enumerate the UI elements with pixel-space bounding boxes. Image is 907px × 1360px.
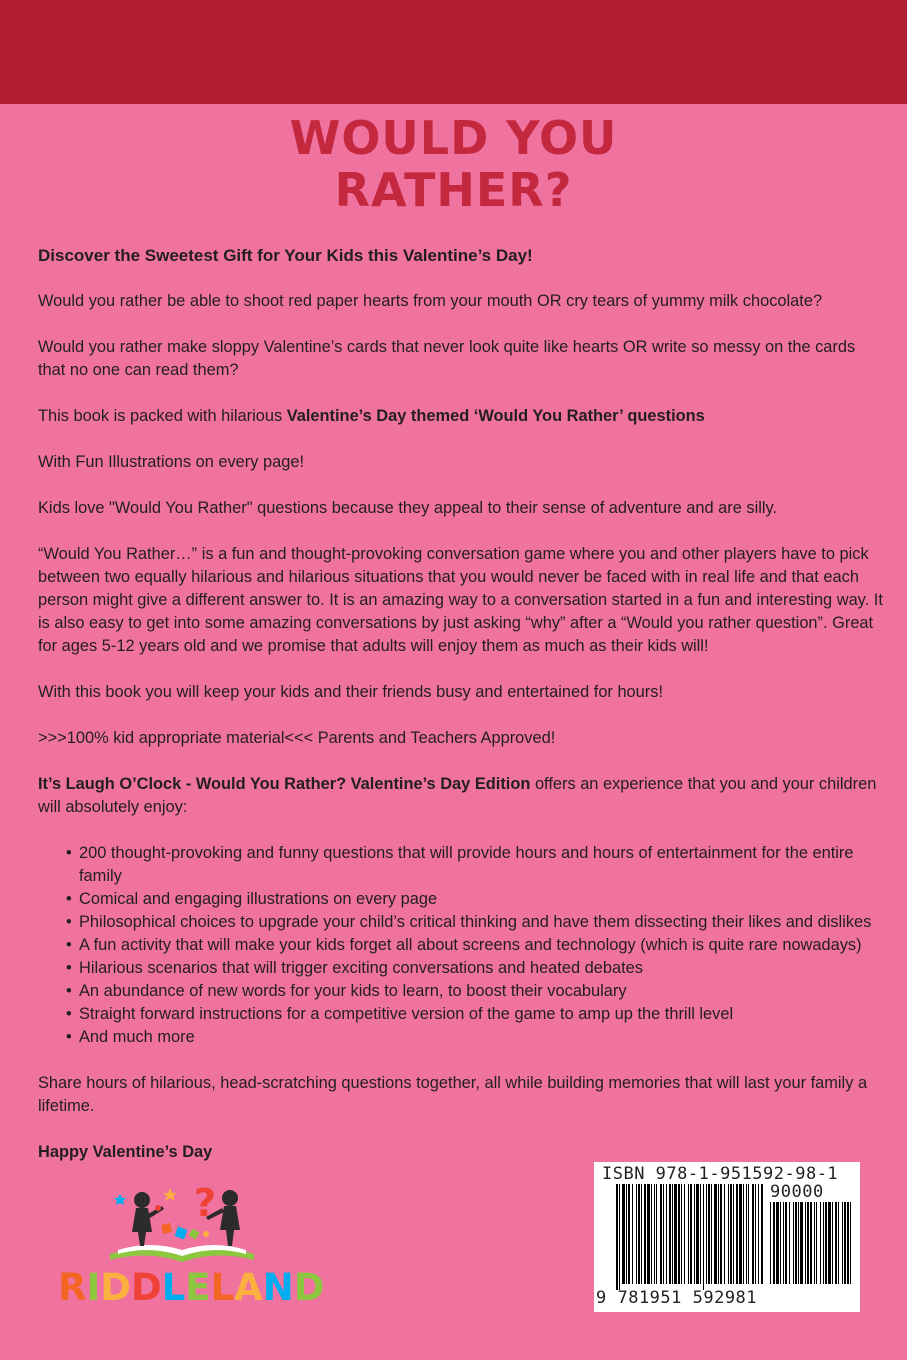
addon-bar bbox=[789, 1202, 790, 1284]
barcode-bar bbox=[672, 1184, 673, 1284]
barcode-bar bbox=[746, 1184, 747, 1284]
barcode-bar bbox=[651, 1184, 652, 1284]
barcode-bar bbox=[678, 1184, 680, 1284]
addon-bar bbox=[850, 1202, 851, 1284]
barcode-bar bbox=[636, 1184, 637, 1284]
barcode-bar bbox=[706, 1184, 707, 1284]
barcode-bar bbox=[616, 1184, 618, 1290]
barcode-bar bbox=[619, 1184, 620, 1290]
addon-bar bbox=[842, 1202, 843, 1284]
barcode-bar bbox=[638, 1184, 640, 1284]
addon-bar bbox=[805, 1202, 806, 1284]
list-item: • A fun activity that will make your kids forget all about screens and technology (which is quite rare nowadays) bbox=[66, 934, 883, 957]
features-list bbox=[66, 842, 883, 1049]
addon-bar bbox=[832, 1202, 833, 1284]
barcode-bar bbox=[628, 1184, 630, 1284]
packed-bold-text: Valentine’s Day themed ‘Would You Rather’ questions bbox=[286, 407, 705, 425]
barcode-bar bbox=[666, 1184, 667, 1284]
edition-bold-text: It’s Laugh O’Clock - Would You Rather? Valentine’s Day Edition bbox=[38, 775, 531, 793]
addon-bar bbox=[816, 1202, 817, 1284]
barcode-bar bbox=[694, 1184, 695, 1284]
addon-bar bbox=[810, 1202, 812, 1284]
barcode-bar bbox=[688, 1184, 689, 1284]
packed-paragraph bbox=[38, 405, 883, 428]
logo-letter: R bbox=[58, 1266, 87, 1309]
logo-letter: I bbox=[86, 1266, 101, 1309]
busy-paragraph: With this book you will keep your kids and their friends busy and entertained for hours! bbox=[38, 683, 663, 701]
addon-bar bbox=[776, 1202, 779, 1284]
barcode-bar bbox=[681, 1184, 682, 1284]
approved-paragraph: >>>100% kid appropriate material<<< Parents and Teachers Approved! bbox=[38, 729, 556, 747]
addon-bar bbox=[793, 1202, 794, 1284]
book-title bbox=[0, 112, 907, 216]
list-item: • 200 thought-provoking and funny questions that will provide hours and hours of entertainment for the entire family bbox=[66, 842, 883, 888]
barcode-bar bbox=[700, 1184, 701, 1284]
barcode-bar bbox=[730, 1184, 732, 1284]
barcode-bar bbox=[755, 1184, 756, 1284]
isbn-barcode bbox=[594, 1162, 860, 1312]
barcode-bar bbox=[761, 1184, 763, 1284]
addon-bar bbox=[825, 1202, 827, 1284]
barcode-bar bbox=[626, 1184, 627, 1284]
kids-love-paragraph: Kids love "Would You Rather" questions because they appeal to their sense of adventure and are silly. bbox=[38, 499, 778, 517]
logo-letter: E bbox=[185, 1266, 211, 1309]
barcode-bar bbox=[641, 1184, 642, 1284]
barcode-bar bbox=[660, 1184, 662, 1284]
barcode-bar bbox=[724, 1184, 725, 1284]
barcode-bar bbox=[684, 1184, 685, 1284]
barcode-bar bbox=[733, 1184, 734, 1284]
list-item: • Comical and engaging illustrations on every page bbox=[66, 888, 883, 911]
svg-text:?: ? bbox=[194, 1181, 217, 1225]
edition-text: offers an experience that you and your children will absolutely enjoy: bbox=[38, 775, 877, 816]
addon-bar bbox=[783, 1202, 784, 1284]
addon-bar bbox=[785, 1202, 787, 1284]
barcode-bar bbox=[696, 1184, 699, 1284]
share-paragraph: Share hours of hilarious, head-scratching questions together, all while building memories that will last your family a lifetime. bbox=[38, 1074, 868, 1115]
game-description-paragraph: “Would You Rather…” is a fun and thought-provoking conversation game where you and other players have to pick between two equally hilarious and hilarious situations that you would never be faced with in real life and that each person might give a different answer to. It is an amazing way to a conversation started in a fun and interesting way. It is also easy to get into some amazing conversations by just asking “why” after a “Would you rather question”. Great for ages 5-12 years old and we promise that adults will enjoy them as much as their kids will! bbox=[38, 545, 883, 655]
barcode-bar bbox=[708, 1184, 710, 1284]
logo-letter: L bbox=[161, 1266, 186, 1309]
barcode-bar bbox=[663, 1184, 664, 1284]
logo-letter: D bbox=[100, 1266, 131, 1309]
addon-bar bbox=[770, 1202, 771, 1284]
example-question-1: Would you rather be able to shoot red paper hearts from your mouth OR cry tears of yummy milk chocolate? bbox=[38, 292, 823, 310]
logo-letter: D bbox=[293, 1266, 325, 1309]
addon-bar bbox=[847, 1202, 849, 1284]
addon-bar bbox=[828, 1202, 831, 1284]
price-code: 90000 bbox=[770, 1182, 824, 1202]
example-question-2: Would you rather make sloppy Valentine’s cards that never look quite like hearts OR write so messy on the cards that no one can read them? bbox=[38, 338, 856, 379]
barcode-bar bbox=[674, 1184, 677, 1284]
logo-letter: A bbox=[234, 1266, 263, 1309]
barcode-bar bbox=[654, 1184, 655, 1284]
addon-bar bbox=[780, 1202, 781, 1284]
barcode-bar bbox=[711, 1184, 712, 1284]
barcode-bar bbox=[714, 1184, 717, 1284]
list-item: • Philosophical choices to upgrade your child’s critical thinking and have them dissecting their likes and dislikes bbox=[66, 911, 883, 934]
barcode-bar bbox=[752, 1184, 754, 1284]
list-item: • An abundance of new words for your kids to learn, to boost their vocabulary bbox=[66, 980, 883, 1003]
addon-bar bbox=[820, 1202, 821, 1284]
addon-bar bbox=[807, 1202, 809, 1284]
addon-bar bbox=[835, 1202, 837, 1284]
illustrations-paragraph: With Fun Illustrations on every page! bbox=[38, 453, 305, 471]
barcode-digits: 9 781951 592981 bbox=[596, 1288, 758, 1308]
title-line-1: WOULD YOU bbox=[289, 111, 618, 165]
barcode-bar bbox=[739, 1184, 742, 1284]
addon-bar bbox=[773, 1202, 775, 1284]
barcode-bar bbox=[718, 1184, 719, 1284]
addon-bar bbox=[844, 1202, 846, 1284]
addon-bar bbox=[823, 1202, 824, 1284]
barcode-bar bbox=[644, 1184, 646, 1284]
barcode-bar bbox=[736, 1184, 738, 1284]
barcode-bar bbox=[743, 1184, 744, 1284]
barcode-bar bbox=[720, 1184, 722, 1284]
list-item: • Hilarious scenarios that will trigger exciting conversations and heated debates bbox=[66, 957, 883, 980]
barcode-bar bbox=[656, 1184, 657, 1284]
barcode-bar bbox=[728, 1184, 729, 1284]
riddleland-logo bbox=[58, 1180, 325, 1310]
edition-paragraph bbox=[38, 773, 883, 819]
description-heading: Discover the Sweetest Gift for Your Kids this Valentine’s Day! bbox=[38, 246, 533, 265]
description-body bbox=[38, 244, 883, 1187]
isbn-number: ISBN 978-1-951592-98-1 bbox=[602, 1164, 839, 1184]
top-band bbox=[0, 0, 907, 104]
logo-letter: N bbox=[262, 1266, 294, 1309]
packed-text: This book is packed with hilarious bbox=[38, 407, 287, 425]
list-item: • And much more bbox=[66, 1026, 883, 1049]
barcode-bar bbox=[647, 1184, 650, 1284]
barcode-bar bbox=[622, 1184, 625, 1284]
logo-letter: L bbox=[210, 1266, 235, 1309]
barcode-bar bbox=[748, 1184, 749, 1284]
barcode-bar bbox=[690, 1184, 692, 1284]
addon-bar bbox=[800, 1202, 803, 1284]
list-item: • Straight forward instructions for a competitive version of the game to amp up the thrill level bbox=[66, 1003, 883, 1026]
title-line-2: RATHER? bbox=[334, 163, 573, 217]
barcode-bar bbox=[703, 1184, 704, 1290]
logo-illustration bbox=[58, 1180, 308, 1270]
closing-greeting: Happy Valentine’s Day bbox=[38, 1143, 213, 1161]
barcode-bar bbox=[632, 1184, 633, 1284]
logo-letter: D bbox=[131, 1266, 162, 1309]
addon-bar bbox=[814, 1202, 815, 1284]
addon-bar bbox=[798, 1202, 799, 1284]
logo-wordmark bbox=[58, 1266, 325, 1309]
barcode-bar bbox=[758, 1184, 759, 1284]
barcode-bar bbox=[669, 1184, 671, 1284]
addon-bar bbox=[838, 1202, 839, 1284]
addon-bar bbox=[795, 1202, 797, 1284]
